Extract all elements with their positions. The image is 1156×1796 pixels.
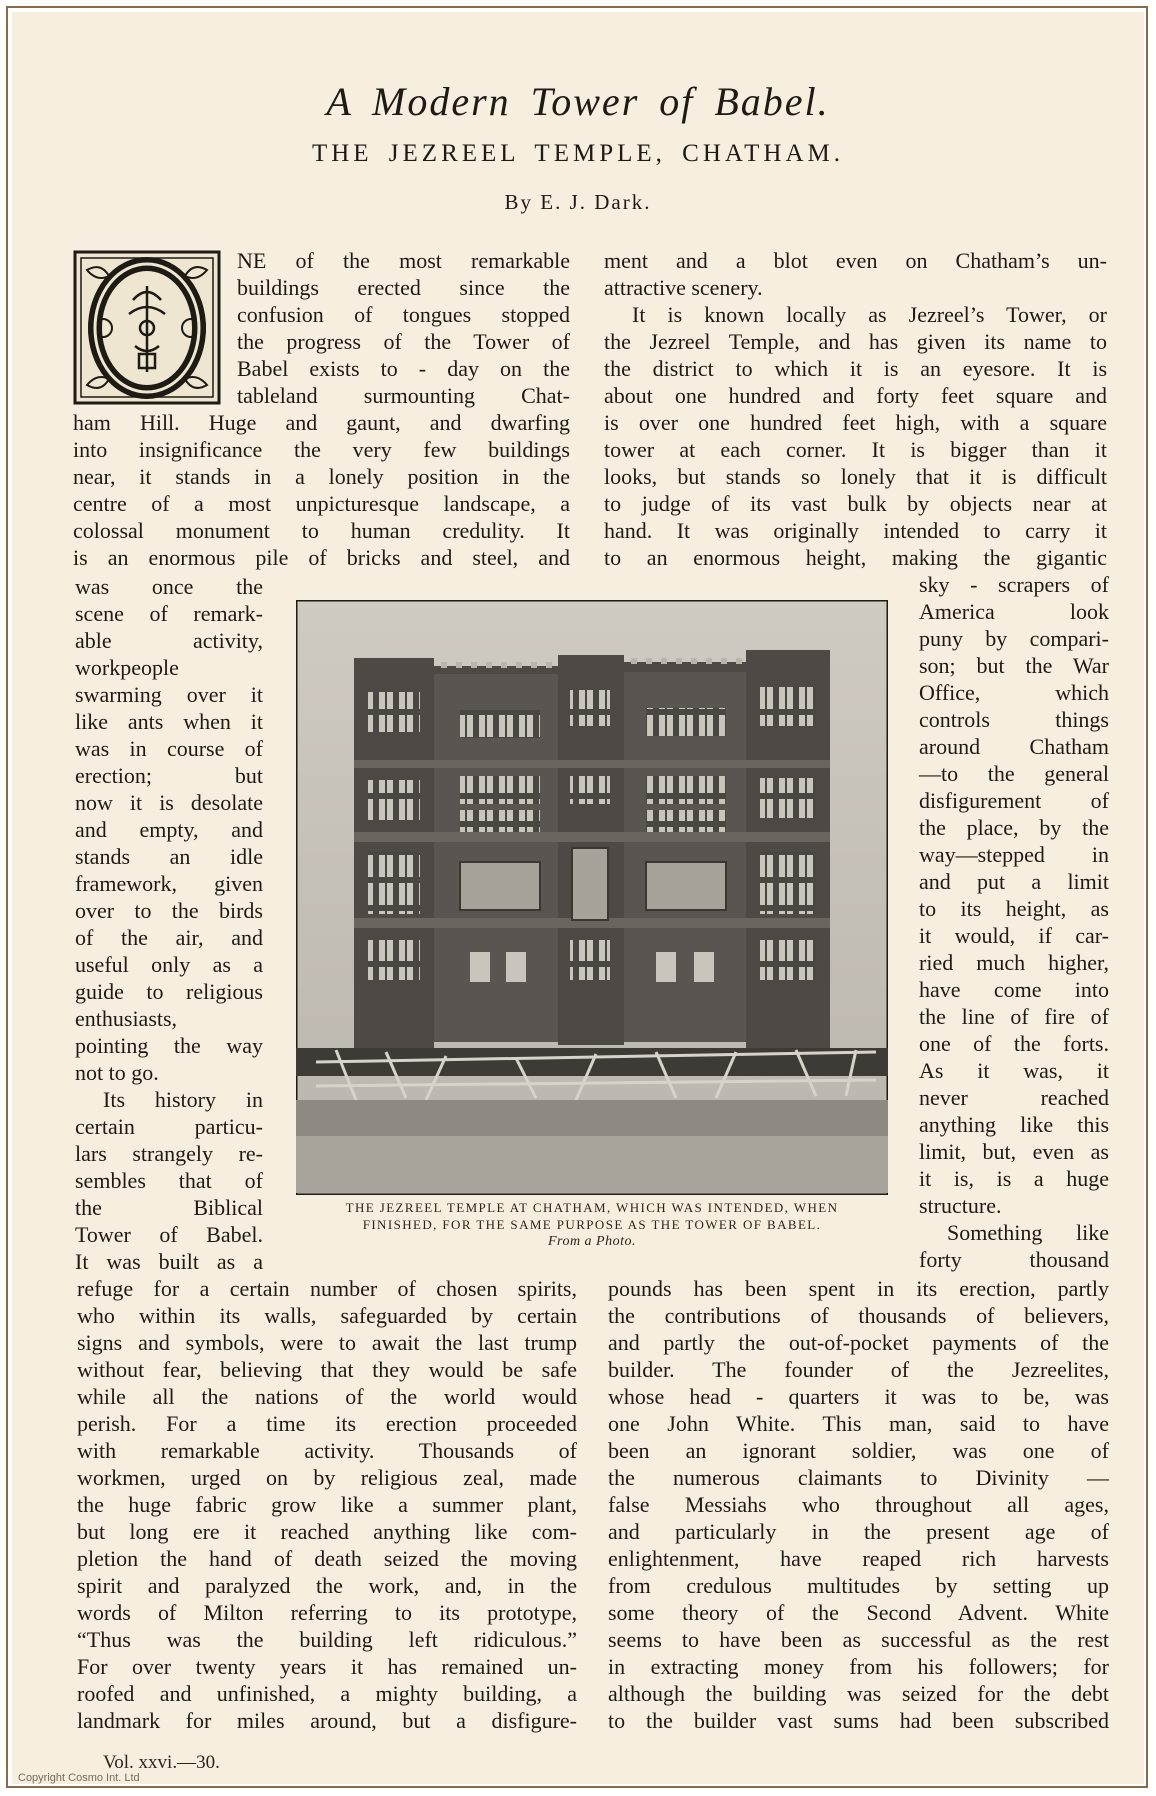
column2-bottom: pounds has been spent in its erection, partly the contributions of thousands of believers, and partly the out-of-pocket payments of the builder. The founder of the Jezreelites, whose head - quarters it was to be, was one John White. This man, said to have been an ignorant soldier, was one of the numerous claimants to Divinity — false Messiahs who throughout all ages, and particularly in the present age of enlightenment, have reaped rich harvests from credulous multitudes by setting up some theory of the Second Advent. White seems to have been as successful as the rest in extracting money from his followers; for although the building was seized for the debt to the builder vast sums had been subscribed (608, 1276, 1109, 1733)
jezreel-temple-photo (296, 600, 888, 1195)
decorated-initial-o (73, 250, 221, 405)
photo-source: From a Photo. (547, 1234, 637, 1249)
caption-line-1: THE JEZREEL TEMPLE AT CHATHAM, WHICH WAS INTENDED, WHEN (345, 1200, 839, 1215)
caption-line-2: FINISHED, FOR THE SAME PURPOSE AS THE TOWER OF BABEL. (362, 1217, 822, 1232)
article-title: A Modern Tower of Babel. (326, 79, 830, 124)
photo-caption (300, 1199, 884, 1250)
column2-beside-photo: sky - scrapers of America look puny by compari- son; but the War Office, which controls things around Chatham —to the general disfigurement of the place, by the way—stepped in and put a limit to its height, as it would, if car- ried much higher, have come into the line of fire of one of the forts. As it was, it never reached anything like this limit, but, even as it is, is a huge structure. Something like forty thousand (919, 572, 1109, 1272)
volume-number: Vol. xxvi.—30. (103, 1752, 220, 1773)
column1-opening: NE of the most remarkable buildings erected since the confusion of tongues stopped the progress of the Tower of Babel exists to - day on the tableland surmounting Chat- (237, 248, 570, 408)
column1-paragraph-wide: ham Hill. Huge and gaunt, and dwarfing into insignificance the very few buildings near, it stands in a lonely position in the centre of a most unpicturesque landscape, a colossal monument to human credulity. It is an enormous pile of bricks and steel, and (73, 410, 570, 570)
article-subtitle: THE JEZREEL TEMPLE, CHATHAM. (311, 140, 845, 167)
column1-beside-photo: was once the scene of remark- able activity, workpeople swarming over it like ants when it was in course of erection; but now it is desolate and empty, and stands an idle framework, given over to the birds of the air, and useful only as a guide to religious enthusiasts, pointing the way not to go. Its history in certain particu- lars strangely re- sembles that of the Biblical Tower of Babel. It was built as a (75, 574, 263, 1274)
article-byline: By E. J. Dark. (504, 190, 652, 214)
column2-top: ment and a blot even on Chatham’s un- attractive scenery. It is known locally as Jezreel’s Tower, or the Jezreel Temple, and has given its name to the district to which it is an eyesore. It is about one hundred and forty feet square and is over one hundred feet high, with a square tower at each corner. It is bigger than it looks, but stands so lonely that it is difficult to judge of its vast bulk by objects near at hand. It was originally intended to carry it to an enormous height, making the gigantic (604, 248, 1107, 570)
copyright-notice: Copyright Cosmo Int. Ltd (18, 1772, 140, 1784)
column1-paragraph-bottom: refuge for a certain number of chosen spirits, who within its walls, safeguarded by certain signs and symbols, were to await the last trump without fear, believing that they would be safe while all the nations of the world would perish. For a time its erection proceeded with remarkable activity. Thousands of workmen, urged on by religious zeal, made the huge fabric grow like a summer plant, but long ere it reached anything like com- pletion the hand of death seized the moving spirit and paralyzed the work, and, in the words of Milton referring to its prototype, “Thus was the building left ridiculous.” For over twenty years it has remained un- roofed and unfinished, a mighty building, a landmark for miles around, but a disfigure- (77, 1276, 577, 1733)
